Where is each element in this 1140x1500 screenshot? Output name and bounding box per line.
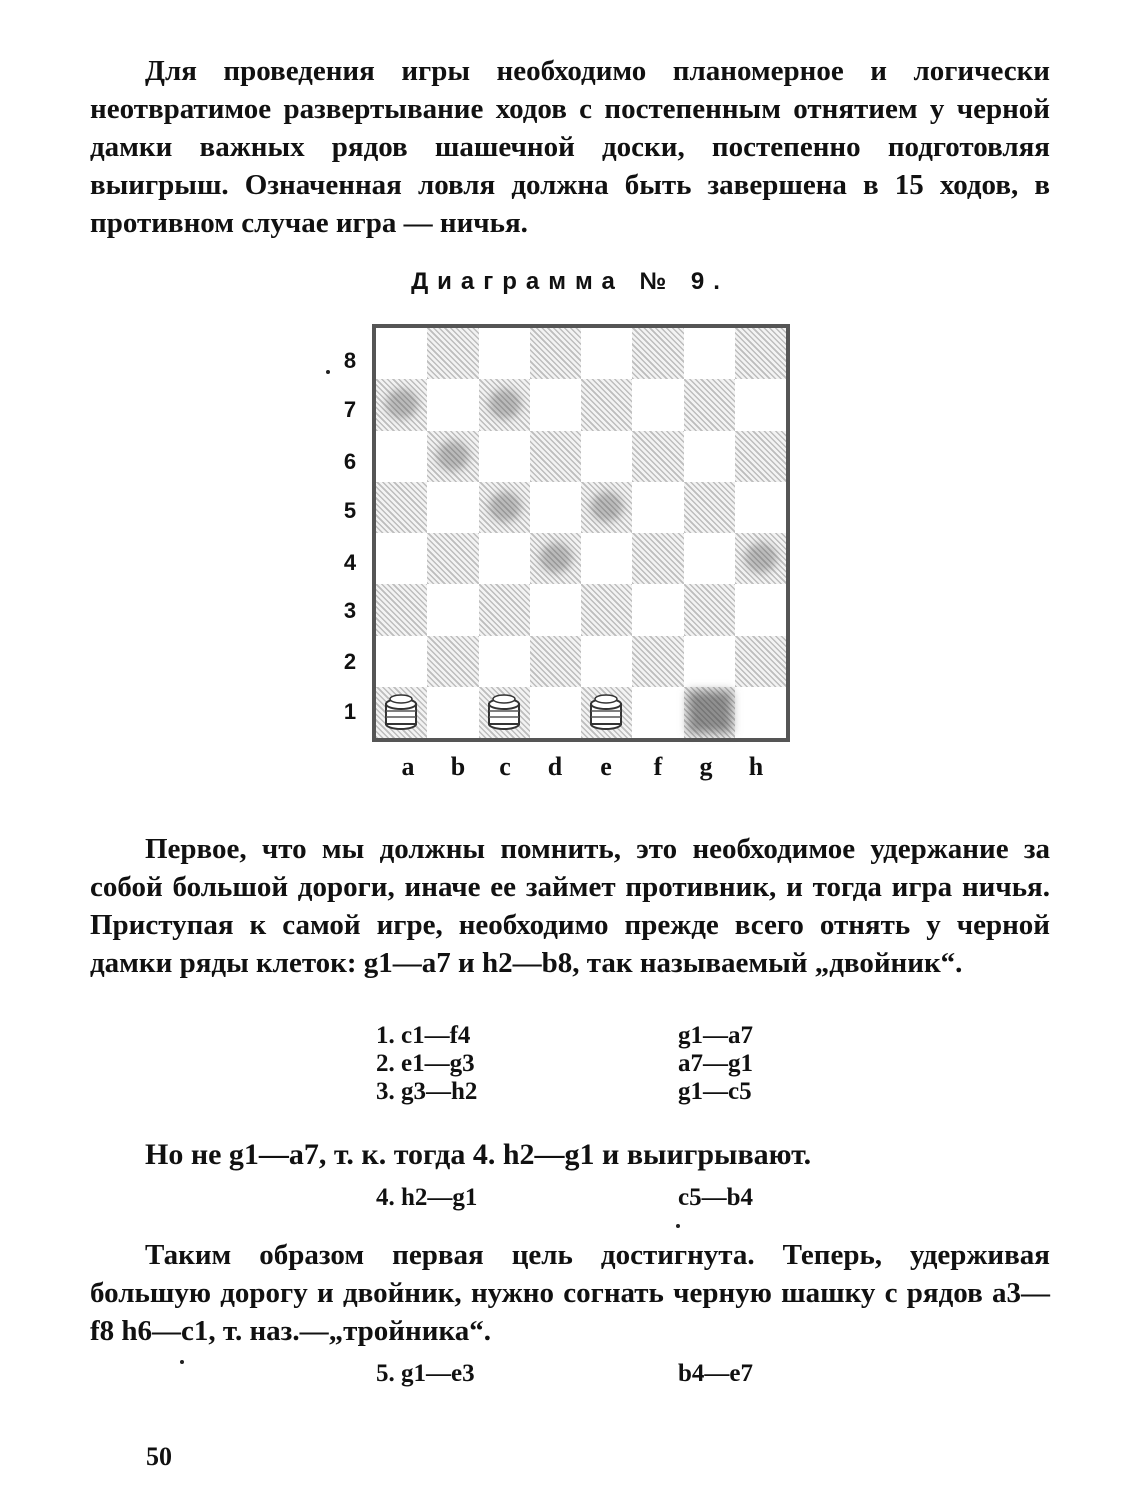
board-square-a7 <box>376 379 427 430</box>
black-move: a7—g1 <box>678 1050 753 1077</box>
intro-paragraph: Для проведения игры необходимо планомерное и логически неотвратимое развертывание ходов с постепенным отнятием у черной дамки важных рядов шашечной доски, постепенно подготовляя выигрыш. Означенная ловля должна быть завершена в 15 ходов, в противном случае игра — ничья. <box>90 55 1050 239</box>
board-square-g5 <box>684 482 735 533</box>
move-row <box>376 1050 836 1078</box>
black-move: g1—c5 <box>678 1078 752 1105</box>
board-square-g4 <box>684 533 735 584</box>
board-square-a4 <box>376 533 427 584</box>
rank-label: 7 <box>343 397 357 422</box>
board-square-c8 <box>479 328 530 379</box>
board-square-f5 <box>632 482 683 533</box>
white-move: 2. e1—g3 <box>376 1050 475 1077</box>
board-square-g3 <box>684 584 735 635</box>
print-speck <box>180 1360 184 1364</box>
board-square-f6 <box>632 431 683 482</box>
board-square-d1 <box>530 687 581 738</box>
board-square-b2 <box>427 636 478 687</box>
black-king-g1 <box>684 687 735 738</box>
white-move: 5. g1—e3 <box>376 1360 475 1387</box>
board-square-a6 <box>376 431 427 482</box>
file-label: a <box>401 752 415 781</box>
board-square-e4 <box>581 533 632 584</box>
board-square-a8 <box>376 328 427 379</box>
board-square-f1 <box>632 687 683 738</box>
note-paragraph: Но не g1—a7, т. к. тогда 4. h2—g1 и выигрывают. <box>145 1138 812 1171</box>
strategy-paragraph: Первое, что мы должны помнить, это необходимое удержание за собой большой дороги, иначе ее займет противник, и тогда игра ничья. Приступая к самой игре, необходимо прежде всего отнять у черной дамки ряды клеток: g1—a7 и h2—b8, так называемый „двойник“. <box>90 833 1050 979</box>
black-move: c5—b4 <box>678 1184 753 1211</box>
print-speck <box>326 370 330 374</box>
board-square-h8 <box>735 328 786 379</box>
board-square-b7 <box>427 379 478 430</box>
board-square-b6 <box>427 431 478 482</box>
board-square-h7 <box>735 379 786 430</box>
board-square-b5 <box>427 482 478 533</box>
board-square-f8 <box>632 328 683 379</box>
board-square-d8 <box>530 328 581 379</box>
rank-label: 3 <box>343 598 357 623</box>
board-square-h2 <box>735 636 786 687</box>
board-square-b3 <box>427 584 478 635</box>
file-label: h <box>748 752 764 781</box>
board-square-c5 <box>479 482 530 533</box>
file-label: c <box>499 752 511 781</box>
board-square-f3 <box>632 584 683 635</box>
board-square-e8 <box>581 328 632 379</box>
board-square-b4 <box>427 533 478 584</box>
board-square-c7 <box>479 379 530 430</box>
white-checker-a1 <box>383 690 419 732</box>
board-square-g7 <box>684 379 735 430</box>
board-square-a3 <box>376 584 427 635</box>
board-square-c6 <box>479 431 530 482</box>
file-label: f <box>653 752 663 781</box>
board-square-h5 <box>735 482 786 533</box>
file-label: d <box>547 752 563 781</box>
board-square-h3 <box>735 584 786 635</box>
board-square-c3 <box>479 584 530 635</box>
board-square-d4 <box>530 533 581 584</box>
board-square-h6 <box>735 431 786 482</box>
print-speck <box>676 1224 680 1228</box>
board-square-c2 <box>479 636 530 687</box>
board-square-d2 <box>530 636 581 687</box>
white-checker-e1 <box>588 690 624 732</box>
file-label: e <box>600 752 612 781</box>
rank-label: 4 <box>343 550 357 575</box>
board-square-d3 <box>530 584 581 635</box>
board-square-f7 <box>632 379 683 430</box>
move-row <box>376 1022 836 1050</box>
moves-block-1 <box>376 1022 836 1106</box>
board-square-c1 <box>479 687 530 738</box>
board-square-g6 <box>684 431 735 482</box>
board-square-a2 <box>376 636 427 687</box>
checkers-board <box>372 324 790 742</box>
board-square-h1 <box>735 687 786 738</box>
page-number: 50 <box>146 1442 172 1471</box>
rank-label: 8 <box>343 348 357 373</box>
white-move: 1. c1—f4 <box>376 1022 471 1049</box>
board-square-b8 <box>427 328 478 379</box>
rank-label: 5 <box>343 498 357 523</box>
white-move: 4. h2—g1 <box>376 1184 478 1211</box>
board-square-e3 <box>581 584 632 635</box>
diagram-title: Диаграмма № 9. <box>411 268 729 295</box>
black-move: g1—a7 <box>678 1022 753 1049</box>
board-square-d5 <box>530 482 581 533</box>
rank-label: 6 <box>343 449 357 474</box>
rank-label: 2 <box>343 649 357 674</box>
board-square-e6 <box>581 431 632 482</box>
board-square-e7 <box>581 379 632 430</box>
move-row <box>376 1184 836 1212</box>
board-square-a1 <box>376 687 427 738</box>
moves-block-2 <box>376 1184 836 1212</box>
rank-label: 1 <box>343 699 357 724</box>
board-square-g2 <box>684 636 735 687</box>
board-square-h4 <box>735 533 786 584</box>
board-square-e1 <box>581 687 632 738</box>
file-label: g <box>699 752 713 781</box>
black-move: b4—e7 <box>678 1360 753 1387</box>
moves-block-3 <box>376 1360 836 1388</box>
board-square-e5 <box>581 482 632 533</box>
continuation-paragraph: Таким образом первая цель достигнута. Теперь, удерживая большую дорогу и двойник, нужно согнать черную шашку с рядов a3—f8 h6—c1, т. наз.—„тройника“. <box>90 1239 1050 1347</box>
board-square-f2 <box>632 636 683 687</box>
board-square-d7 <box>530 379 581 430</box>
move-row <box>376 1360 836 1388</box>
board-square-b1 <box>427 687 478 738</box>
move-row <box>376 1078 836 1106</box>
white-move: 3. g3—h2 <box>376 1078 478 1105</box>
file-label: b <box>450 752 466 781</box>
board-square-d6 <box>530 431 581 482</box>
white-checker-c1 <box>486 690 522 732</box>
board-square-a5 <box>376 482 427 533</box>
board-square-f4 <box>632 533 683 584</box>
board-square-c4 <box>479 533 530 584</box>
board-square-e2 <box>581 636 632 687</box>
board-square-g8 <box>684 328 735 379</box>
